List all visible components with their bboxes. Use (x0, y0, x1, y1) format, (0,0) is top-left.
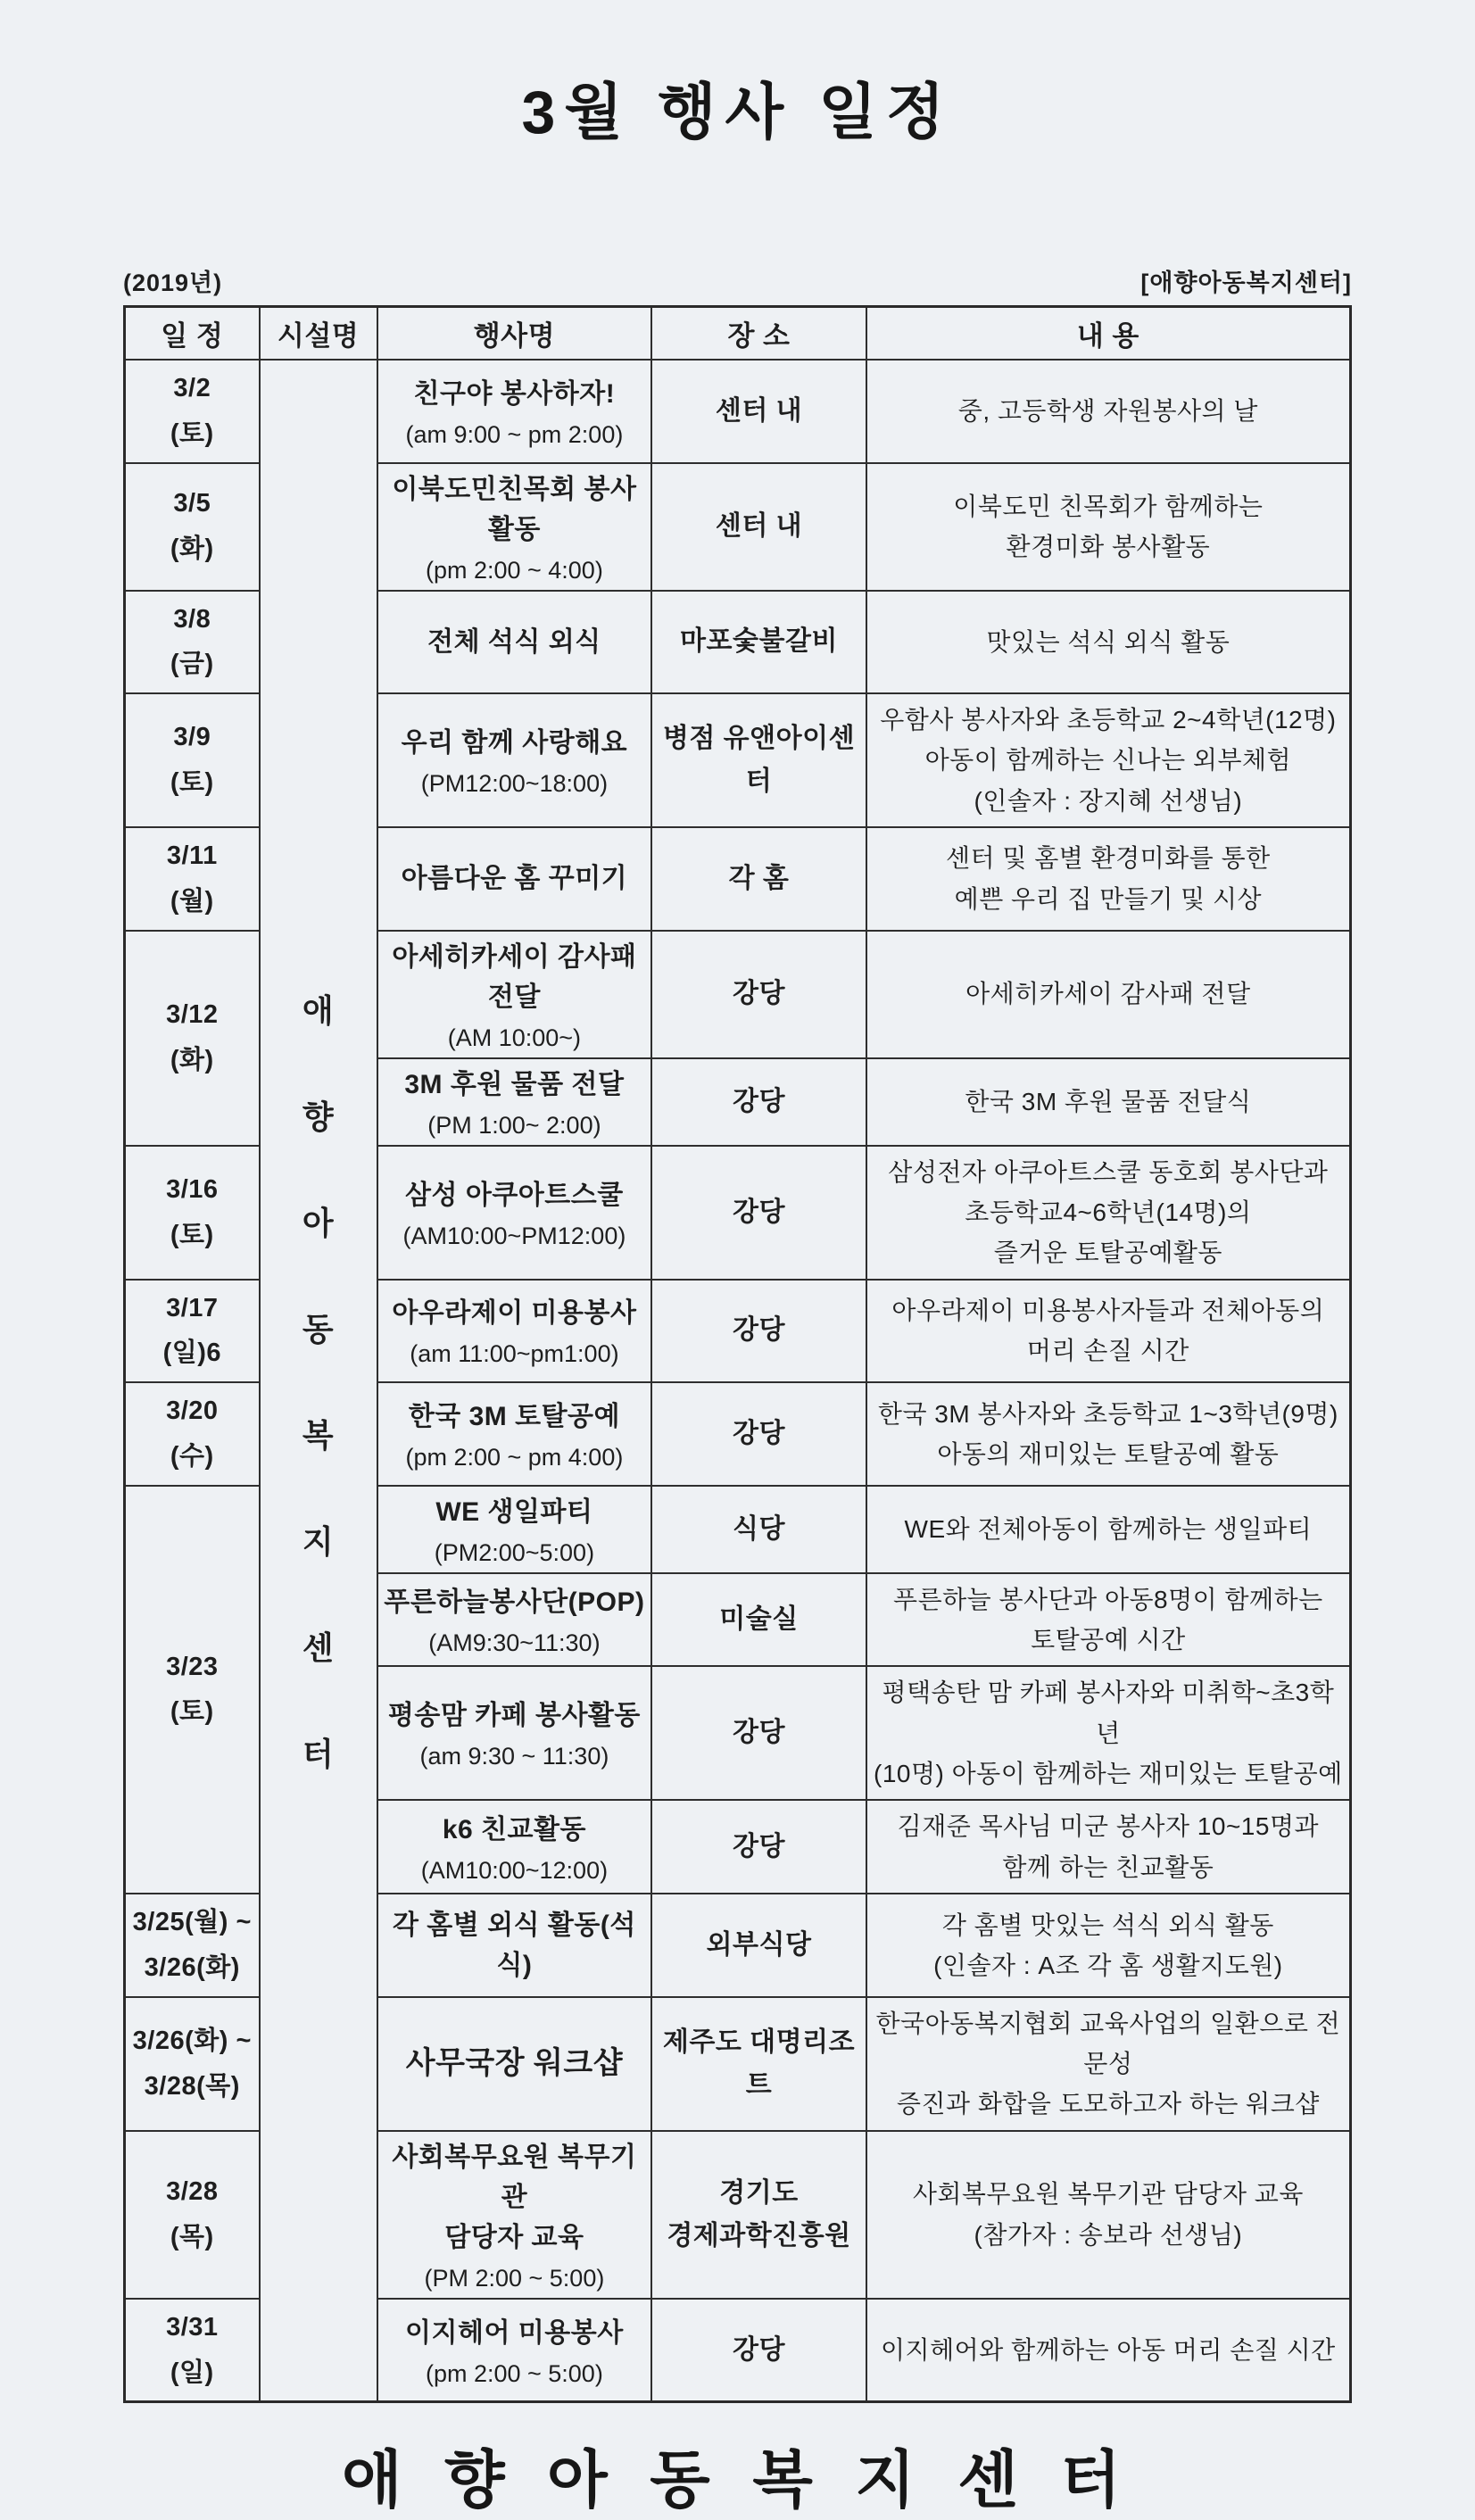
event-time: (pm 2:00 ~ pm 4:00) (405, 1443, 624, 1471)
desc-cell (866, 693, 1351, 827)
date-cell (125, 1280, 260, 1383)
desc-line: 이지헤어와 함께하는 아동 머리 손질 시간 (881, 2335, 1336, 2364)
date-line: 3/5 (173, 489, 211, 518)
date-cell (125, 1486, 260, 1894)
desc-cell (866, 827, 1351, 931)
facility-char: 향 (302, 1098, 335, 1136)
desc-cell (866, 1894, 1351, 1997)
place-cell (651, 1146, 866, 1280)
event-name: WE 생일파티 (435, 1496, 593, 1527)
center-label: [애향아동복지센터] (1140, 269, 1352, 296)
meta-row (123, 263, 1352, 298)
event-name: 이지헤어 미용봉사 (405, 2317, 624, 2348)
footer-center-name: 애 향 아 동 복 지 센 터 (341, 2445, 1134, 2516)
event-time: (PM12:00~18:00) (420, 770, 609, 798)
desc-line: 한국 3M 봉사자와 초등학교 1~3학년(9명) (877, 1399, 1338, 1428)
col-header-date: 일 정 (125, 307, 260, 361)
place-line: 강당 (733, 1831, 785, 1861)
desc-cell (866, 2131, 1351, 2299)
date-line: 3/16 (166, 1174, 219, 1204)
event-cell (377, 1486, 652, 1573)
desc-line: 환경미화 봉사활동 (1006, 533, 1211, 560)
date-cell (125, 931, 260, 1146)
facility-char: 애 (302, 992, 335, 1030)
place-cell (651, 360, 866, 463)
desc-line: (참가자 : 송보라 선생님) (974, 2220, 1243, 2249)
date-cell (125, 360, 260, 463)
event-cell (377, 2131, 652, 2299)
place-cell (651, 1894, 866, 1997)
event-cell (377, 1382, 652, 1486)
date-cell (125, 591, 260, 694)
date-cell (125, 1997, 260, 2131)
date-cell (125, 1146, 260, 1280)
desc-line: 평택송탄 맘 카페 봉사자와 미취학~초3학년 (882, 1679, 1335, 1747)
event-name: 3M 후원 물품 전달 (404, 1069, 625, 1099)
date-line: 3/26(화) (144, 1952, 240, 1982)
desc-cell (866, 1997, 1351, 2131)
date-line: 3/8 (173, 604, 211, 634)
desc-line: 예쁜 우리 집 만들기 및 시상 (954, 884, 1263, 913)
event-cell (377, 693, 652, 827)
desc-cell (866, 1800, 1351, 1894)
date-line: 3/17 (166, 1293, 219, 1322)
place-line: 강당 (733, 979, 785, 1009)
desc-line: 아동의 재미있는 토탈공예 활동 (937, 1439, 1280, 1468)
event-name: 한국 3M 토탈공예 (408, 1401, 621, 1431)
facility-char: 지 (302, 1523, 335, 1561)
event-name: 푸른하늘봉사단(POP) (384, 1587, 645, 1618)
date-line: (수) (170, 1441, 214, 1471)
date-cell (125, 2299, 260, 2402)
event-time: (am 9:30 ~ 11:30) (419, 1743, 609, 1770)
desc-cell (866, 360, 1351, 463)
date-cell (125, 2131, 260, 2299)
place-line: 제주도 대명리조트 (662, 2027, 856, 2100)
event-cell (377, 1058, 652, 1146)
event-name: 평송맘 카페 봉사활동 (387, 1701, 641, 1731)
desc-line: 증진과 화합을 도모하고자 하는 워크샵 (896, 2090, 1320, 2118)
date-line: 3/11 (166, 841, 218, 871)
event-cell (377, 591, 652, 694)
place-cell (651, 1573, 866, 1667)
desc-line: (10명) 아동이 함께하는 재미있는 토탈공예 (874, 1760, 1343, 1788)
place-line: 강당 (733, 2334, 785, 2365)
desc-line: 삼성전자 아쿠아트스쿨 동호회 봉사단과 (888, 1157, 1329, 1186)
table-row (125, 360, 1351, 463)
event-cell (377, 1997, 652, 2131)
col-header-facility: 시설명 (260, 307, 377, 361)
place-line: 병점 유앤아이센터 (662, 724, 856, 797)
header-row (125, 307, 1351, 361)
desc-line: 토탈공예 시간 (1031, 1626, 1186, 1654)
date-line: (화) (170, 1046, 214, 1075)
place-line: 강당 (733, 1197, 785, 1227)
date-cell (125, 1382, 260, 1486)
event-cell (377, 360, 652, 463)
desc-line: 즐거운 토탈공예활동 (993, 1239, 1222, 1267)
desc-line: 이북도민 친목회가 함께하는 (953, 492, 1264, 520)
desc-line: 맛있는 석식 외식 활동 (986, 627, 1231, 656)
date-line: 3/31 (166, 2312, 219, 2342)
date-line: (일) (170, 2358, 214, 2387)
place-cell (651, 1382, 866, 1486)
desc-line: 아우라제이 미용봉사자들과 전체아동의 (891, 1297, 1325, 1325)
desc-line: (인솔자 : A조 각 홈 생활지도원) (933, 1951, 1283, 1979)
date-line: 3/23 (166, 1652, 219, 1681)
event-cell (377, 1146, 652, 1280)
place-cell (651, 591, 866, 694)
desc-line: 함께 하는 친교활동 (1002, 1853, 1214, 1881)
place-cell (651, 693, 866, 827)
date-cell (125, 1894, 260, 1997)
year-label: (2019년) (123, 269, 223, 296)
date-line: 3/20 (166, 1397, 219, 1426)
date-line: (화) (170, 535, 214, 563)
event-time: (pm 2:00 ~ 5:00) (425, 2359, 603, 2387)
facility-vertical-name (264, 986, 373, 1775)
place-cell (651, 1666, 866, 1800)
desc-line: 초등학교4~6학년(14명)의 (965, 1198, 1252, 1226)
date-line: (금) (170, 650, 214, 679)
date-line: (일)6 (162, 1339, 222, 1368)
desc-cell (866, 1573, 1351, 1667)
desc-line: (인솔자 : 장지혜 선생님) (974, 786, 1243, 815)
desc-cell (866, 1666, 1351, 1800)
desc-line: 우함사 봉사자와 초등학교 2~4학년(12명) (880, 706, 1337, 734)
event-time: (PM 2:00 ~ 5:00) (424, 2264, 605, 2292)
place-cell (651, 2299, 866, 2402)
event-cell (377, 1280, 652, 1383)
desc-line: 중, 고등학생 자원봉사의 날 (957, 397, 1258, 426)
date-line: (월) (170, 886, 214, 916)
desc-line: 센터 및 홈별 환경미화를 통한 (946, 844, 1271, 873)
date-line: 3/28(목) (144, 2071, 240, 2101)
desc-line: 김재준 목사님 미군 봉사자 10~15명과 (897, 1812, 1320, 1841)
event-cell (377, 1666, 652, 1800)
desc-line: 푸른하늘 봉사단과 아동8명이 함께하는 (893, 1585, 1323, 1613)
event-cell (377, 1894, 652, 1997)
place-line: 센터 내 (715, 395, 803, 426)
event-name: 사회복무요원 복무기관 (392, 2142, 637, 2212)
place-cell (651, 2131, 866, 2299)
col-header-place: 장 소 (651, 307, 866, 361)
desc-line: 아동이 함께하는 신나는 외부체험 (924, 746, 1292, 775)
event-time: (am 9:00 ~ pm 2:00) (405, 420, 624, 448)
date-line: 3/26(화) ~ (132, 2026, 252, 2055)
event-name: 우리 함께 사랑해요 (401, 728, 628, 758)
col-header-event: 행사명 (377, 307, 652, 361)
place-cell (651, 463, 866, 591)
event-name: 아세히카세이 감사패 전달 (392, 941, 637, 1012)
desc-line: 한국 3M 후원 물품 전달식 (965, 1087, 1252, 1115)
place-line: 외부식당 (706, 1929, 812, 1960)
desc-line: 머리 손질 시간 (1026, 1337, 1189, 1365)
desc-line: 아세히카세이 감사패 전달 (965, 980, 1251, 1008)
date-line: 3/28 (166, 2177, 219, 2206)
event-name: 친구야 봉사하자! (413, 378, 616, 409)
date-cell (125, 693, 260, 827)
event-time: (PM2:00~5:00) (434, 1538, 595, 1566)
schedule-table (123, 305, 1352, 2403)
place-line: 강당 (733, 1086, 785, 1116)
event-name: 담당자 교육 (444, 2222, 584, 2252)
event-time: (am 11:00~pm1:00) (410, 1340, 619, 1368)
desc-cell (866, 1058, 1351, 1146)
place-line: 강당 (733, 1418, 785, 1448)
desc-cell (866, 1486, 1351, 1573)
place-cell (651, 931, 866, 1058)
place-line: 강당 (733, 1315, 785, 1346)
event-cell (377, 2299, 652, 2402)
date-line: 3/2 (173, 374, 211, 402)
desc-cell (866, 591, 1351, 694)
event-cell (377, 827, 652, 931)
date-line: 3/12 (166, 1000, 219, 1030)
desc-line: 사회복무요원 복무기관 담당자 교육 (912, 2180, 1304, 2209)
event-name: 아름다운 홈 꾸미기 (401, 864, 628, 894)
place-cell (651, 1280, 866, 1383)
place-cell (651, 827, 866, 931)
date-line: (목) (170, 2222, 214, 2251)
facility-char: 센 (302, 1629, 335, 1667)
date-cell (125, 827, 260, 931)
place-line: 강당 (733, 1718, 785, 1748)
event-name: 삼성 아쿠아트스쿨 (405, 1180, 624, 1210)
event-cell (377, 1573, 652, 1667)
event-time: (PM 1:00~ 2:00) (427, 1111, 601, 1139)
desc-cell (866, 1146, 1351, 1280)
place-line: 각 홈 (728, 863, 790, 893)
place-cell (651, 1800, 866, 1894)
event-name: k6 친교활동 (442, 1814, 586, 1844)
event-cell (377, 463, 652, 591)
col-header-desc: 내 용 (866, 307, 1351, 361)
event-name: 각 홈별 외식 활동(석식) (392, 1910, 636, 1980)
date-line: 3/25(월) ~ (132, 1908, 252, 1937)
date-line: (토) (170, 1220, 214, 1249)
desc-cell (866, 931, 1351, 1058)
event-time: (pm 2:00 ~ 4:00) (425, 556, 603, 584)
place-line: 미술실 (719, 1604, 799, 1635)
event-name: 전체 석식 외식 (427, 626, 601, 657)
desc-line: WE와 전체아동이 함께하는 생일파티 (904, 1514, 1313, 1543)
date-line: (토) (170, 768, 214, 798)
desc-cell (866, 463, 1351, 591)
place-line: 식당 (733, 1513, 785, 1544)
event-time: (AM 10:00~) (447, 1024, 582, 1051)
page-title: 3월 행사 일정 (521, 79, 954, 146)
desc-line: 한국아동복지협회 교육사업의 일환으로 전문성 (875, 2009, 1341, 2078)
place-line: 센터 내 (715, 511, 803, 541)
facility-char: 아 (302, 1205, 335, 1242)
place-line: 마포숯불갈비 (680, 626, 838, 657)
event-time: (AM10:00~12:00) (420, 1856, 609, 1884)
desc-line: 각 홈별 맛있는 석식 외식 활동 (941, 1911, 1274, 1939)
date-cell (125, 463, 260, 591)
place-cell (651, 1058, 866, 1146)
facility-cell (260, 360, 377, 2402)
desc-cell (866, 1280, 1351, 1383)
event-name: 사무국장 워크샵 (405, 2046, 624, 2081)
event-name: 아우라제이 미용봉사 (392, 1298, 637, 1329)
event-time: (AM10:00~PM12:00) (402, 1222, 626, 1249)
place-line: 경기도 (719, 2177, 799, 2208)
facility-char: 복 (302, 1417, 335, 1455)
place-cell (651, 1486, 866, 1573)
event-cell (377, 1800, 652, 1894)
date-line: (토) (170, 1697, 214, 1727)
event-name: 이북도민친목회 봉사활동 (392, 474, 637, 544)
date-line: 3/9 (173, 723, 211, 752)
place-cell (651, 1997, 866, 2131)
date-line: (토) (170, 419, 214, 448)
facility-char: 동 (302, 1311, 335, 1348)
desc-cell (866, 1382, 1351, 1486)
facility-char: 터 (302, 1736, 335, 1773)
place-line: 경제과학진흥원 (667, 2220, 851, 2251)
event-cell (377, 931, 652, 1058)
event-time: (AM9:30~11:30) (428, 1629, 601, 1657)
desc-cell (866, 2299, 1351, 2402)
